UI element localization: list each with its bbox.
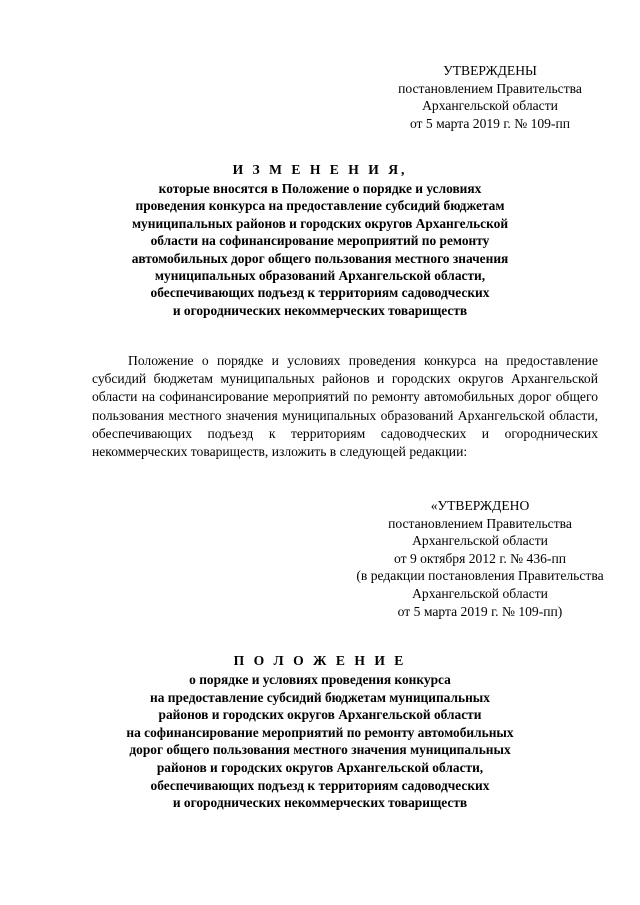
intro-section	[92, 352, 598, 461]
approval-line: Архангельской области	[412, 533, 548, 549]
approval-stamp	[390, 62, 590, 132]
subtitle-line: обеспечивающих подъезд к территориям садоводческих	[150, 777, 490, 793]
changes-title: И З М Е Н Е Н И Я,	[232, 162, 408, 177]
approval-line: от 5 марта 2019 г. № 109-пп)	[397, 603, 563, 619]
subtitle-line: и огороднических некоммерческих товариществ	[172, 302, 468, 318]
subtitle-line: муниципальных районов и городских округов Архангельской	[131, 215, 509, 231]
subtitle-line: области на софинансирование мероприятий по ремонту	[150, 233, 490, 249]
subtitle-line: муниципальных образований Архангельской области,	[154, 268, 486, 284]
subtitle-line: проведения конкурса на предоставление субсидий бюджетам	[135, 198, 505, 214]
approval-line: «УТВЕРЖДЕНО	[430, 498, 530, 513]
regulation-subtitle	[96, 671, 544, 812]
approval-line: от 9 октября 2012 г. № 436-пп	[393, 550, 566, 566]
regulation-title: П О Л О Ж Е Н И Е	[233, 653, 407, 668]
approval-line: Архангельской области	[412, 585, 548, 601]
approval-stamp-revised	[340, 497, 620, 620]
changes-subtitle	[96, 180, 544, 319]
approval-line: Архангельской области	[422, 98, 558, 113]
approval-line: от 5 марта 2019 г. № 109-пп	[409, 115, 571, 131]
subtitle-line: районов и городских округов Архангельской области,	[156, 759, 484, 775]
subtitle-line: которые вносятся в Положение о порядке и условиях	[158, 181, 482, 196]
approval-line: (в редакции постановления Правительства	[356, 568, 604, 584]
subtitle-line: на софинансирование мероприятий по ремонту автомобильных	[126, 724, 514, 740]
subtitle-line: обеспечивающих подъезд к территориям садоводческих	[150, 285, 490, 301]
subtitle-line: о порядке и условиях проведения конкурса	[189, 672, 451, 687]
approval-line: постановлением Правительства	[388, 515, 572, 531]
subtitle-line: автомобильных дорог общего пользования местного значения	[131, 250, 509, 266]
subtitle-line: дорог общего пользования местного значения муниципальных	[129, 742, 511, 758]
approval-line: постановлением Правительства	[398, 80, 582, 96]
subtitle-line: на предоставление субсидий бюджетам муниципальных	[150, 689, 490, 705]
intro-paragraph: Положение о порядке и условиях проведения конкурса на предоставление субсидий бюджетам муниципальных районов и городских округов Архангельской области на софинансирование мероприятий по ремонту автомобильных дорог общего пользования местного значения муниципальных образований Архангельской области, обеспечивающих подъезд к территориям садоводческих и огороднических некоммерческих товариществ, изложить в следующей редакции:	[92, 353, 598, 460]
subtitle-line: районов и городских округов Архангельской области	[158, 707, 482, 723]
approval-line: УТВЕРЖДЕНЫ	[443, 63, 537, 78]
subtitle-line: и огороднических некоммерческих товариществ	[172, 795, 468, 811]
